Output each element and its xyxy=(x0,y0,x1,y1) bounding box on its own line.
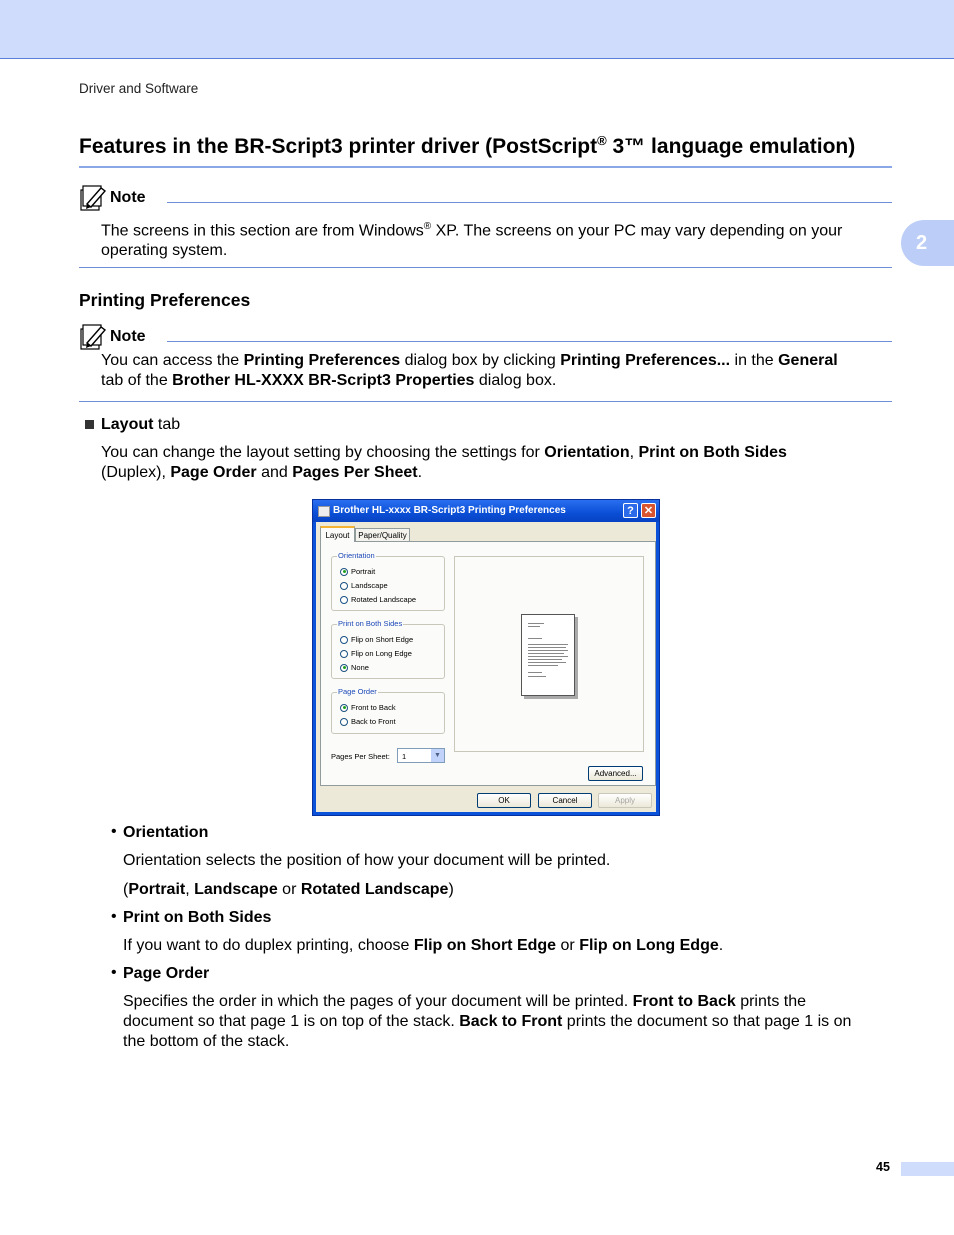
orientation-heading: Orientation xyxy=(123,824,209,841)
radio-landscape[interactable]: Landscape xyxy=(340,581,388,590)
radio-icon xyxy=(340,718,348,726)
pages-per-sheet-label: Pages Per Sheet: xyxy=(331,752,390,761)
help-button[interactable]: ? xyxy=(623,503,638,518)
dialog-title: Brother HL-xxxx BR-Script3 Printing Preferences xyxy=(333,505,566,516)
orientation-options: (Portrait, Landscape or Rotated Landscape) xyxy=(123,881,454,898)
running-header: Driver and Software xyxy=(79,81,199,96)
radio-icon xyxy=(340,636,348,644)
dialog-body xyxy=(316,522,656,812)
advanced-button[interactable]: Advanced... xyxy=(588,766,643,781)
page-order-description: Specifies the order in which the pages of your document will be printed. Front to Back prints the document so that page 1 is on top of the stack. Back to Front prints the document so that page 1 is on the bottom of the stack. xyxy=(123,993,852,1050)
page-number: 45 xyxy=(876,1160,890,1174)
layout-preview xyxy=(454,556,644,752)
page-preview-icon xyxy=(521,614,575,696)
duplex-heading: Print on Both Sides xyxy=(123,909,272,926)
footer-band xyxy=(901,1162,954,1176)
chevron-down-icon[interactable]: ▼ xyxy=(431,749,444,762)
radio-front-to-back[interactable]: Front to Back xyxy=(340,703,396,712)
cancel-button[interactable]: Cancel xyxy=(538,793,592,808)
radio-back-to-front[interactable]: Back to Front xyxy=(340,717,396,726)
apply-button[interactable]: Apply xyxy=(598,793,652,808)
section-heading: Printing Preferences xyxy=(79,290,251,310)
layout-description: You can change the layout setting by choosing the settings for Orientation, Print on Both Sides (Duplex), Page Order and Pages Per Sheet. xyxy=(101,444,787,481)
note-line xyxy=(167,202,892,203)
duplex-description: If you want to do duplex printing, choose Flip on Short Edge or Flip on Long Edge. xyxy=(123,937,724,954)
page-order-group xyxy=(331,687,445,734)
chapter-tab: 2 xyxy=(901,220,954,266)
radio-none[interactable]: None xyxy=(340,663,369,672)
orientation-group xyxy=(331,551,445,611)
top-header-band xyxy=(0,0,954,59)
tab-paper-quality[interactable]: Paper/Quality xyxy=(355,528,410,542)
note-label: Note xyxy=(110,328,146,345)
radio-selected-icon xyxy=(340,664,348,672)
note-line xyxy=(167,341,892,342)
radio-portrait[interactable]: Portrait xyxy=(340,567,375,576)
radio-icon xyxy=(340,596,348,604)
page-order-group-label: Page Order xyxy=(338,687,377,696)
layout-tab-heading: Layout tab xyxy=(101,416,181,433)
note-2-bottom-rule xyxy=(79,401,892,402)
radio-icon xyxy=(340,650,348,658)
close-button[interactable]: ✕ xyxy=(641,503,656,518)
radio-icon xyxy=(340,582,348,590)
page-order-heading: Page Order xyxy=(123,965,210,982)
note-2-text: You can access the Printing Preferences dialog box by clicking Printing Preferences... in the General tab of the Brother HL-XXXX BR-Script3 Properties dialog box. xyxy=(101,352,838,389)
duplex-group-label: Print on Both Sides xyxy=(338,619,403,628)
bullet-dot: • xyxy=(111,964,117,981)
note-label: Note xyxy=(110,189,146,206)
title-rule xyxy=(79,166,892,168)
note-pencil-icon xyxy=(79,323,107,351)
dialog-title-bar xyxy=(313,500,659,522)
page-title: Features in the BR-Script3 printer driver (PostScript® 3™ language emulation) xyxy=(79,133,856,158)
pages-per-sheet-select[interactable]: 1 ▼ xyxy=(397,748,445,763)
bullet-dot: • xyxy=(111,823,117,840)
orientation-description: Orientation selects the position of how your document will be printed. xyxy=(123,852,611,869)
radio-rotated-landscape[interactable]: Rotated Landscape xyxy=(340,595,416,604)
square-bullet-icon xyxy=(85,420,94,429)
radio-flip-short-edge[interactable]: Flip on Short Edge xyxy=(340,635,413,644)
radio-flip-long-edge[interactable]: Flip on Long Edge xyxy=(340,649,412,658)
tab-layout[interactable]: Layout xyxy=(320,526,355,542)
duplex-group xyxy=(331,619,445,679)
radio-selected-icon xyxy=(340,568,348,576)
orientation-group-label: Orientation xyxy=(338,551,375,560)
radio-selected-icon xyxy=(340,704,348,712)
note-1-bottom-rule xyxy=(79,267,892,268)
note-pencil-icon xyxy=(79,184,107,212)
layout-panel xyxy=(320,541,656,786)
ok-button[interactable]: OK xyxy=(477,793,531,808)
printing-preferences-dialog xyxy=(312,499,660,816)
bullet-dot: • xyxy=(111,908,117,925)
printer-icon xyxy=(318,506,330,517)
note-1-text: The screens in this section are from Windows® XP. The screens on your PC may vary depending on your operating system. xyxy=(101,221,843,260)
